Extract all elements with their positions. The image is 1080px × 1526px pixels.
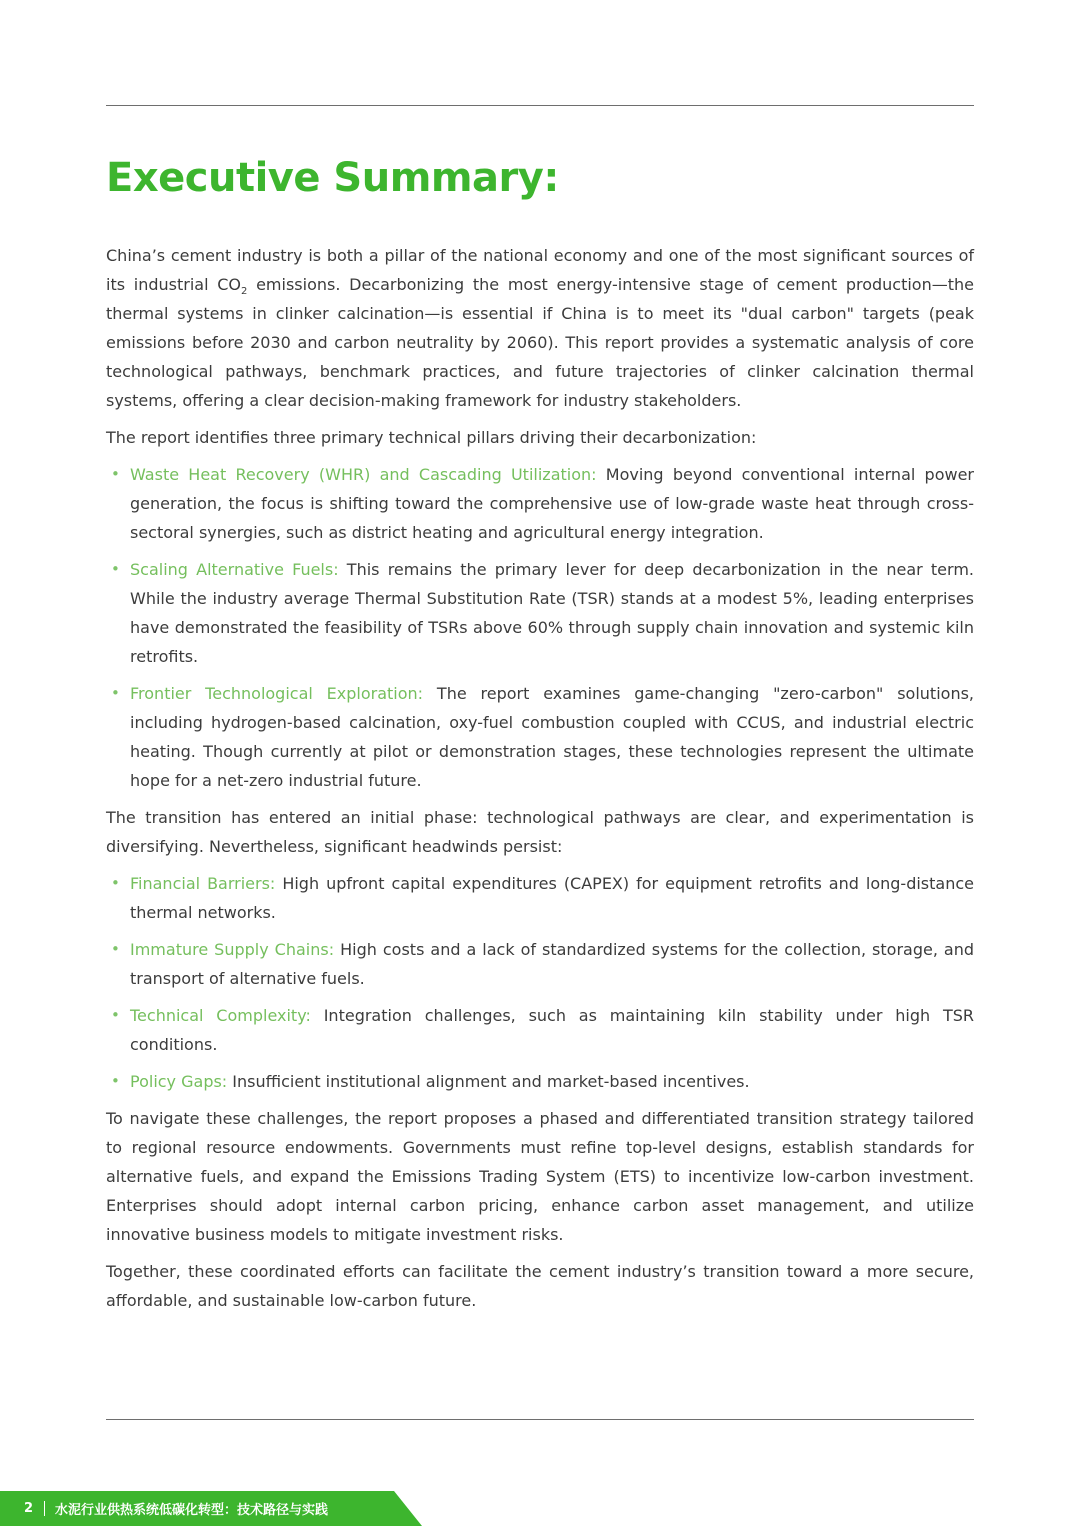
list-item: [106, 1067, 974, 1096]
top-divider: [106, 105, 974, 106]
bullet-icon: •: [111, 940, 120, 958]
headwind-text: Integration challenges, such as maintaining kiln stability under high TSR conditions.: [130, 1006, 974, 1054]
pillars-list: [106, 460, 974, 795]
footer-report-title: 水泥行业供热系统低碳化转型：技术路径与实践: [55, 1503, 329, 1518]
bullet-icon: •: [111, 560, 120, 578]
conclusion-paragraph: Together, these coordinated efforts can facilitate the cement industry’s transition toward a more secure, affordable, and sustainable low-carbon future.: [106, 1262, 974, 1310]
bullet-icon: •: [111, 1072, 120, 1090]
list-item: [106, 1001, 974, 1059]
headwind-text: High costs and a lack of standardized systems for the collection, storage, and transport of alternative fuels.: [130, 940, 974, 988]
headwind-label: Financial Barriers:: [130, 874, 276, 893]
pillars-intro-paragraph: The report identifies three primary technical pillars driving their decarbonization:: [106, 428, 757, 447]
headwind-label: Immature Supply Chains:: [130, 940, 335, 959]
page-title: Executive Summary:: [106, 155, 559, 201]
pillar-text: The report examines game-changing "zero-carbon" solutions, including hydrogen-based calcination, oxy-fuel combustion coupled with CCUS, and industrial electric heating. Though currently at pilot or demonstration stages, these technologies represent the ultimate hope for a net-zero industrial future.: [130, 684, 975, 790]
headwind-label: Policy Gaps:: [130, 1072, 228, 1091]
strategy-paragraph: To navigate these challenges, the report proposes a phased and differentiated transition strategy tailored to regional resource endowments. Governments must refine top-level designs, establish standards for alternative fuels, and expand the Emissions Trading System (ETS) to incentivize low-carbon investment. Enterprises should adopt internal carbon pricing, enhance carbon asset management, and utilize innovative business models to mitigate investment risks.: [106, 1109, 974, 1244]
bullet-icon: •: [111, 465, 120, 483]
list-item: [106, 869, 974, 927]
transition-paragraph: The transition has entered an initial phase: technological pathways are clear, and experimentation is diversifying. Nevertheless, significant headwinds persist:: [106, 808, 974, 856]
pillar-text: Moving beyond conventional internal power generation, the focus is shifting toward the comprehensive use of low-grade waste heat through cross-sectoral synergies, such as district heating and agricultural energy integration.: [130, 465, 975, 542]
pillar-label: Waste Heat Recovery (WHR) and Cascading Utilization:: [130, 465, 597, 484]
pillar-text: This remains the primary lever for deep decarbonization in the near term. While the industry average Thermal Substitution Rate (TSR) stands at a modest 5%, leading enterprises have demonstrated the feasibility of TSRs above 60% through supply chain innovation and systemic kiln retrofits.: [130, 560, 974, 666]
headwind-text: Insufficient institutional alignment and market-based incentives.: [227, 1072, 750, 1091]
pillar-label: Frontier Technological Exploration:: [130, 684, 424, 703]
summary-body: [106, 241, 974, 1323]
bullet-icon: •: [111, 874, 120, 892]
list-item: [106, 555, 974, 671]
bottom-divider: [106, 1419, 974, 1420]
bullet-icon: •: [111, 684, 120, 702]
pillar-label: Scaling Alternative Fuels:: [130, 560, 339, 579]
headwind-text: High upfront capital expenditures (CAPEX) for equipment retrofits and long-distance thermal networks.: [130, 874, 975, 922]
footer-separator: [44, 1501, 45, 1516]
intro-paragraph: China’s cement industry is both a pillar of the national economy and one of the most significant sources of its industrial $CO_2$ emissions. Decarbonizing the most energy-intensive stage of cement production—the thermal systems in clinker calcination—is essential if China is to meet its "dual carbon" targets (peak emissions before 2030 and carbon neutrality by 2060). This report provides a systematic analysis of core technological pathways, benchmark practices, and future trajectories of clinker calcination thermal systems, offering a clear decision-making framework for industry stakeholders.: [106, 246, 974, 410]
bullet-icon: •: [111, 1006, 120, 1024]
list-item: [106, 460, 974, 547]
list-item: [106, 935, 974, 993]
headwind-label: Technical Complexity:: [130, 1006, 311, 1025]
page-number: 2: [24, 1501, 34, 1516]
headwinds-list: [106, 869, 974, 1096]
list-item: [106, 679, 974, 795]
footer: [24, 1491, 328, 1526]
